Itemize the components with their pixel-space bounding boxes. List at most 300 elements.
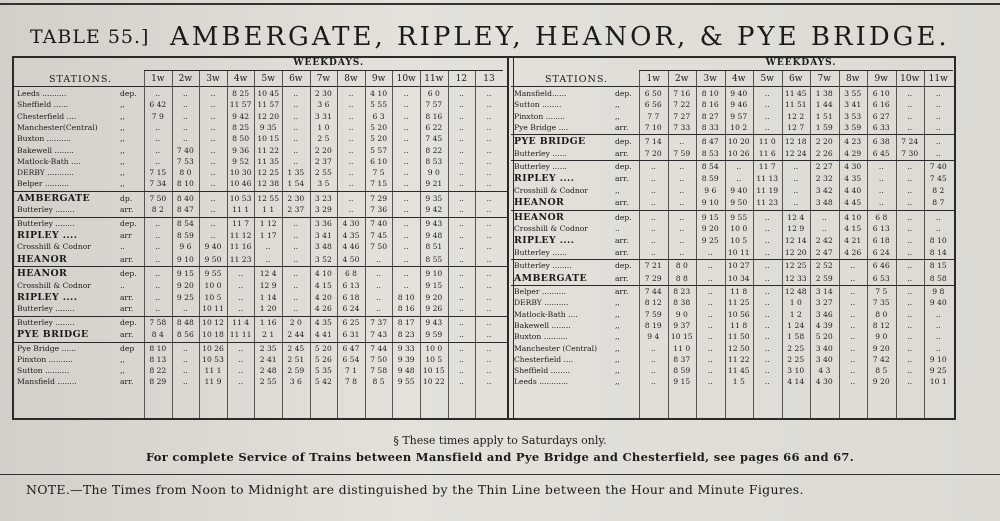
table-row: [511, 112, 954, 121]
time-cell: 7 15: [149, 168, 167, 178]
time-cell: ..: [679, 185, 685, 195]
time-cell: 9 48: [397, 366, 415, 376]
time-cell: 11 12: [229, 230, 252, 240]
station-name: Crosshill & Codnor: [514, 185, 588, 195]
time-cell: 4 50: [342, 254, 360, 264]
time-cell: 7 44: [644, 287, 662, 296]
station-action: dep.: [615, 212, 632, 222]
time-cell: 12 55: [257, 193, 280, 203]
table-row: [511, 212, 954, 223]
column-header: 11w: [928, 74, 948, 84]
time-cell: ..: [238, 343, 243, 353]
time-cell: 9 10: [425, 269, 443, 279]
time-cell: ..: [182, 343, 188, 353]
station-action: arr.: [120, 304, 134, 314]
time-cell: 7 50: [370, 242, 388, 252]
table-row: [511, 149, 954, 158]
time-cell: ..: [764, 320, 770, 330]
time-cell: 7 10: [644, 122, 662, 132]
table-row: [511, 173, 954, 184]
time-cell: 7 45: [929, 174, 947, 184]
time-cell: ..: [679, 162, 685, 171]
time-cell: 5 20: [370, 122, 388, 132]
time-cell: ..: [907, 366, 913, 376]
noon-note: NOTE.—The Times from Noon to Midnight are distinguished by the Thin Line between the Hour and Minute Figures.: [26, 482, 804, 497]
time-cell: 11 19: [756, 185, 779, 195]
column-header: 3w: [206, 74, 220, 84]
time-cell: 8 27: [701, 111, 719, 121]
station-action: ,,: [615, 111, 620, 121]
time-cell: 12 9: [259, 280, 277, 290]
time-cell: ..: [155, 292, 161, 302]
time-cell: 7 1: [344, 366, 358, 376]
column-header: 6w: [289, 74, 303, 84]
time-cell: 8 10: [701, 89, 719, 98]
table-row: [511, 273, 954, 284]
time-cell: 9 8: [932, 287, 945, 296]
time-cell: ..: [403, 280, 409, 290]
time-cell: 8 16: [425, 111, 443, 121]
time-cell: 10 26: [727, 148, 750, 158]
group-rule: [511, 285, 954, 286]
time-cell: ..: [458, 145, 464, 155]
station-name: PYE BRIDGE: [17, 329, 89, 340]
station-action: dep.: [120, 317, 137, 327]
time-cell: ..: [764, 89, 770, 98]
time-cell: 10 27: [727, 261, 750, 271]
time-cell: ..: [403, 205, 409, 215]
time-cell: 9 15: [673, 377, 691, 387]
group-rule: [14, 266, 507, 267]
time-cell: ..: [907, 100, 913, 110]
group-rule: [14, 342, 507, 343]
time-cell: ..: [650, 174, 656, 184]
table-row: [511, 197, 954, 208]
header-bottom-rule: [14, 86, 507, 87]
time-cell: 11 0: [758, 137, 776, 147]
time-cell: 9 55: [397, 377, 415, 387]
station-name: Pye Bridge ......: [17, 343, 77, 353]
time-cell: 9 50: [730, 198, 748, 208]
column-header: 7w: [316, 74, 331, 84]
time-cell: 9 40: [204, 242, 222, 252]
time-cell: 11 11: [229, 330, 252, 339]
time-cell: ..: [793, 198, 799, 208]
time-cell: ..: [907, 236, 913, 246]
station-action: arr.: [615, 174, 629, 184]
time-cell: ..: [348, 205, 354, 215]
time-cell: ..: [486, 242, 492, 252]
station-name: DERBY ..........: [514, 298, 569, 308]
time-cell: 9 15: [425, 280, 443, 290]
time-cell: ..: [486, 330, 492, 339]
station-action: ..: [120, 280, 125, 290]
time-cell: 2 32: [815, 174, 833, 184]
right-half-down-trains: [511, 58, 954, 418]
time-cell: 6 8: [344, 269, 358, 279]
time-cell: ..: [650, 185, 656, 195]
time-cell: 12 9: [787, 224, 805, 234]
time-cell: 9 39: [397, 354, 415, 364]
time-cell: 1 2: [789, 309, 802, 319]
time-cell: 9 50: [204, 254, 222, 264]
station-name: PYE BRIDGE: [514, 136, 586, 148]
station-name: HEANOR: [514, 211, 565, 223]
table-row: [14, 179, 507, 188]
time-cell: ..: [764, 100, 770, 110]
time-cell: ..: [650, 354, 656, 364]
station-action: ,,: [120, 168, 125, 178]
time-cell: ..: [403, 168, 409, 178]
time-cell: ..: [907, 354, 913, 364]
time-cell: ..: [486, 179, 492, 189]
station-action: ..: [615, 224, 620, 234]
time-cell: 12 7: [787, 122, 805, 132]
time-cell: ..: [650, 377, 656, 387]
time-cell: ..: [210, 156, 216, 166]
time-cell: ..: [907, 185, 913, 195]
time-cell: 6 18: [342, 292, 360, 302]
column-header: 12: [455, 74, 468, 84]
station-name: AMBERGATE: [17, 192, 91, 204]
time-cell: ..: [764, 343, 770, 353]
station-name: Manchester(Central): [17, 122, 98, 132]
time-cell: 8 13: [149, 354, 167, 364]
time-cell: 8 55: [425, 254, 443, 264]
time-cell: ..: [348, 156, 354, 166]
time-cell: 7 43: [370, 330, 388, 339]
time-cell: 10 15: [422, 366, 445, 376]
time-cell: 3 36: [314, 218, 332, 228]
time-cell: 2 27: [815, 162, 833, 171]
time-cell: 10 46: [229, 179, 252, 189]
time-cell: 9 6: [704, 185, 717, 195]
time-cell: 3 14: [815, 287, 833, 296]
column-header: 2w: [178, 74, 193, 84]
time-cell: ..: [486, 193, 492, 203]
time-cell: 7 36: [370, 205, 388, 215]
time-cell: 6 0: [427, 89, 440, 98]
time-cell: 9 10: [701, 198, 719, 208]
station-action: arr.: [615, 122, 629, 132]
time-cell: ..: [907, 320, 913, 330]
time-cell: ..: [210, 134, 216, 144]
time-cell: 9 43: [425, 317, 443, 327]
time-cell: ..: [348, 168, 354, 178]
time-cell: ..: [238, 304, 243, 314]
time-cell: ..: [935, 137, 941, 147]
time-cell: ..: [935, 320, 941, 330]
time-cell: 9 37: [673, 320, 691, 330]
table-number: TABLE 55.]: [30, 26, 150, 48]
time-cell: 6 10: [872, 89, 890, 98]
time-cell: 4 35: [844, 174, 862, 184]
time-cell: ..: [850, 354, 856, 364]
time-cell: 1 44: [815, 100, 833, 110]
time-cell: ..: [458, 179, 464, 189]
time-cell: 7 44: [370, 343, 388, 353]
table-row: [14, 134, 507, 143]
station-action: dep.: [120, 269, 137, 279]
time-cell: 3 6: [317, 100, 330, 110]
time-cell: ..: [707, 298, 713, 308]
time-cell: ..: [907, 377, 913, 387]
time-cell: ..: [486, 280, 492, 290]
time-cell: ..: [376, 280, 381, 290]
table-row: [14, 355, 507, 364]
station-action: ,,: [615, 377, 620, 387]
station-name: Pye Bridge ....: [514, 122, 569, 132]
time-cell: 11 51: [784, 100, 807, 110]
table-row: [511, 186, 954, 195]
table-row: [14, 242, 507, 251]
time-cell: ..: [486, 354, 492, 364]
time-cell: 7 22: [673, 100, 691, 110]
time-cell: ..: [486, 230, 492, 240]
time-cell: ..: [293, 269, 299, 279]
time-cell: 4 15: [844, 224, 862, 234]
column-header: 4w: [233, 74, 248, 84]
time-cell: 1 14: [259, 292, 277, 302]
column-header: 3w: [703, 74, 717, 84]
station-action: arr.: [615, 198, 629, 208]
time-cell: ..: [348, 134, 354, 144]
station-name: Butterley ........: [17, 205, 75, 215]
station-action: ,,: [120, 354, 125, 364]
time-cell: 1 58: [787, 332, 805, 342]
time-cell: ..: [403, 218, 409, 228]
table-row: [511, 298, 954, 307]
time-cell: ..: [210, 89, 216, 98]
time-cell: 10 5: [730, 236, 748, 246]
time-cell: 2 51: [287, 354, 305, 364]
table-row: [511, 287, 954, 296]
time-cell: 2 0: [289, 317, 302, 327]
time-cell: 6 8: [875, 212, 888, 222]
column-header: 7w: [817, 74, 831, 84]
column-header: 5w: [261, 74, 275, 84]
station-name: Leeds ............: [514, 377, 569, 387]
time-cell: ..: [458, 317, 464, 327]
station-name: Bakewell ........: [514, 320, 571, 330]
time-cell: 8 23: [397, 330, 415, 339]
time-cell: ..: [707, 377, 713, 387]
time-cell: 3 41: [844, 100, 862, 110]
time-cell: ..: [679, 174, 685, 184]
station-action: ..: [120, 242, 125, 252]
column-header: 10w: [900, 74, 920, 84]
time-cell: ..: [907, 212, 913, 222]
time-cell: 6 24: [872, 247, 890, 257]
time-cell: ..: [850, 261, 856, 271]
time-cell: ..: [238, 366, 243, 376]
time-cell: 8 33: [701, 122, 719, 132]
time-cell: ..: [850, 287, 856, 296]
time-cell: 3 27: [815, 298, 833, 308]
time-cell: 8 10: [397, 292, 415, 302]
time-cell: 10 26: [202, 343, 224, 353]
time-cell: 11 7: [232, 218, 250, 228]
time-cell: ..: [907, 247, 913, 257]
time-cell: 4 35: [314, 317, 332, 327]
time-cell: ..: [293, 134, 299, 144]
time-cell: 7 7: [647, 111, 660, 121]
time-cell: ..: [238, 280, 243, 290]
time-cell: ..: [650, 198, 656, 208]
column-header: 8w: [344, 74, 358, 84]
time-cell: 8 2: [151, 205, 164, 215]
station-action: arr.: [615, 287, 629, 296]
station-name: AMBERGATE: [514, 272, 588, 284]
time-cell: ..: [486, 122, 492, 132]
time-cell: 9 40: [730, 185, 748, 195]
time-cell: 6 10: [370, 156, 388, 166]
table-row: [14, 318, 507, 327]
time-cell: ..: [907, 224, 913, 234]
time-cell: 2 48: [259, 366, 277, 376]
table-row: [14, 168, 507, 177]
time-cell: 9 55: [730, 212, 748, 222]
time-cell: ..: [458, 269, 464, 279]
table-row: [14, 112, 507, 121]
time-cell: ..: [707, 287, 713, 296]
time-cell: 12 20: [784, 247, 807, 257]
time-cell: 11 57: [229, 100, 252, 110]
time-cell: 9 6: [179, 242, 192, 252]
group-rule: [14, 316, 507, 317]
time-cell: 3 42: [815, 185, 833, 195]
time-cell: 11 45: [727, 366, 750, 376]
time-cell: 6 46: [872, 261, 890, 271]
time-cell: ..: [821, 224, 827, 234]
time-cell: 1 38: [815, 89, 833, 98]
time-cell: 8 59: [701, 174, 719, 184]
time-cell: ..: [707, 366, 713, 376]
time-cell: ..: [907, 261, 913, 271]
time-cell: ..: [850, 377, 856, 387]
group-rule: [511, 134, 954, 135]
time-cell: ..: [764, 366, 770, 376]
time-cell: ..: [907, 89, 913, 98]
stations-label: STATIONS.: [49, 74, 113, 85]
station-name: Sutton ........: [514, 100, 562, 110]
time-cell: 8 4: [151, 330, 164, 339]
time-cell: 2 55: [259, 377, 277, 387]
time-cell: 7 40: [176, 145, 194, 155]
time-cell: 8 5: [372, 377, 385, 387]
time-cell: ..: [403, 254, 409, 264]
time-cell: 8 56: [176, 330, 194, 339]
time-cell: 6 22: [425, 122, 443, 132]
time-cell: 3 55: [844, 89, 862, 98]
time-cell: ..: [403, 100, 409, 110]
time-cell: ..: [182, 89, 188, 98]
time-cell: 6 33: [872, 122, 890, 132]
time-cell: 8 53: [425, 156, 443, 166]
time-cell: 6 18: [872, 236, 890, 246]
time-cell: ..: [403, 89, 409, 98]
time-cell: ..: [850, 309, 856, 319]
group-rule: [14, 217, 507, 218]
time-cell: 12 38: [257, 179, 280, 189]
station-name: Belper ..........: [17, 179, 70, 189]
time-cell: 8 10: [176, 179, 194, 189]
time-cell: ..: [764, 224, 770, 234]
time-cell: 1 16: [259, 317, 277, 327]
time-cell: 11 35: [257, 156, 280, 166]
table-row: [14, 254, 507, 265]
table-row: [511, 332, 954, 341]
time-cell: 6 27: [872, 111, 890, 121]
station-action: arr.: [615, 236, 629, 246]
time-cell: ..: [850, 343, 856, 353]
time-cell: ..: [935, 111, 941, 121]
time-cell: 2 30: [314, 89, 332, 98]
left-half-up-trains: [14, 58, 507, 418]
table-title: AMBERGATE, RIPLEY, HEANOR, & PYE BRIDGE.: [170, 22, 950, 52]
time-cell: 7 35: [872, 298, 890, 308]
time-cell: ..: [265, 242, 271, 252]
time-cell: ..: [155, 280, 161, 290]
time-cell: 7 50: [370, 354, 388, 364]
time-cell: 2 45: [287, 343, 305, 353]
station-action: ,,: [120, 366, 125, 376]
time-cell: 7 8: [344, 377, 358, 387]
time-cell: 2 5: [317, 134, 330, 144]
time-cell: ..: [458, 230, 464, 240]
time-cell: 8 12: [644, 298, 662, 308]
weekdays-label: WEEKDAYS.: [293, 58, 365, 68]
time-cell: 8 51: [425, 242, 443, 252]
time-cell: ..: [458, 292, 464, 302]
time-cell: 10 5: [204, 292, 222, 302]
time-cell: 8 48: [176, 317, 194, 327]
station-action: ,,: [615, 309, 620, 319]
time-cell: 7 37: [370, 317, 388, 327]
station-name: Sutton ..........: [17, 366, 70, 376]
time-cell: 7 53: [176, 156, 194, 166]
time-cell: ..: [907, 198, 913, 208]
group-rule: [511, 259, 954, 260]
time-cell: ..: [458, 156, 464, 166]
time-cell: 5 20: [815, 332, 833, 342]
station-name: HEANOR: [17, 253, 68, 265]
station-name: Butterley ........: [17, 218, 75, 228]
station-name: Belper ..........: [514, 287, 567, 296]
time-cell: 7 42: [872, 354, 890, 364]
header-rule: [144, 70, 503, 71]
table-row: [14, 377, 507, 386]
time-cell: ..: [935, 309, 941, 319]
station-action: arr.: [120, 330, 134, 339]
time-cell: 9 10: [929, 354, 947, 364]
time-cell: 12 24: [784, 148, 807, 158]
time-cell: ..: [238, 269, 243, 279]
column-header: 1w: [646, 74, 660, 84]
time-cell: ..: [850, 320, 856, 330]
time-cell: 9 46: [730, 100, 748, 110]
time-cell: 5 42: [314, 377, 332, 387]
time-cell: ..: [878, 198, 884, 208]
time-cell: 12 14: [784, 236, 807, 246]
time-cell: ..: [155, 89, 161, 98]
time-cell: 3 40: [815, 343, 833, 353]
time-cell: ..: [907, 309, 913, 319]
table-row: [511, 321, 954, 330]
station-action: ,,: [120, 134, 125, 144]
time-cell: ..: [458, 343, 464, 353]
time-cell: ..: [486, 218, 492, 228]
